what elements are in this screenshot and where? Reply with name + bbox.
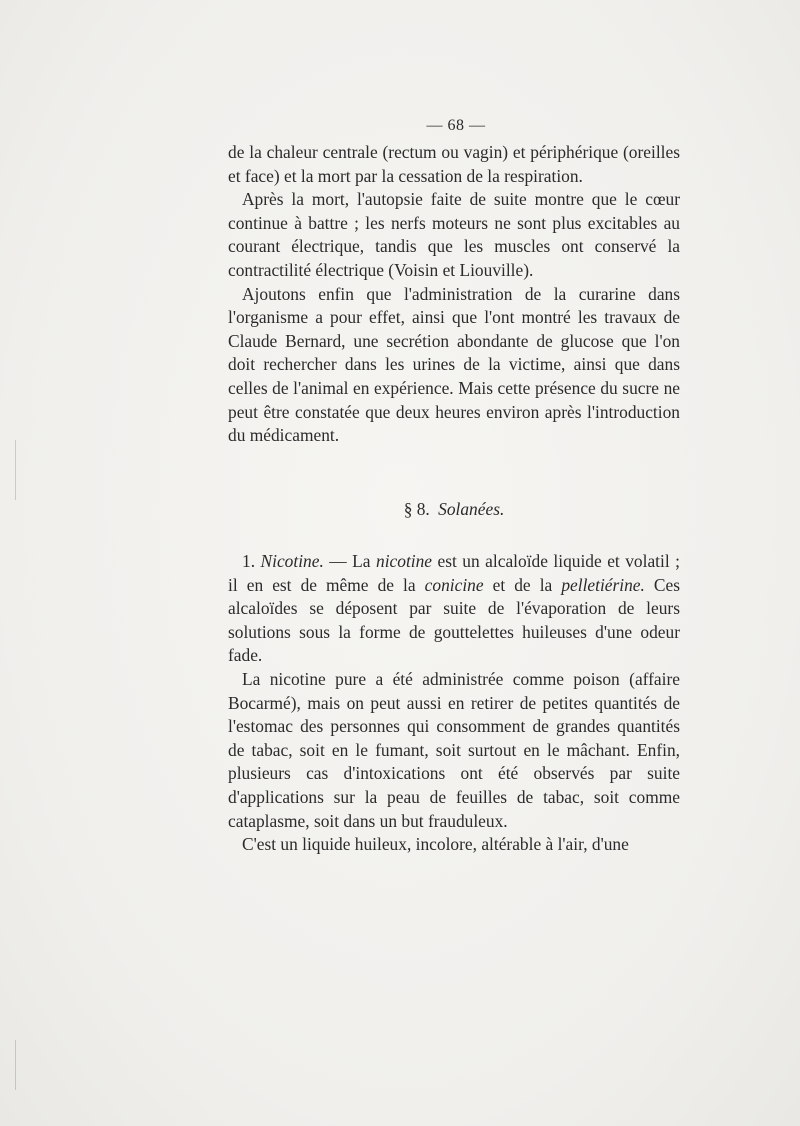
section-number: § 8. <box>403 499 430 519</box>
text-run: Ces alcaloïdes se déposent par suite de l'évaporation de leurs solutions sous la forme de gouttelettes huileuses d'une odeur fade. <box>228 574 681 666</box>
text-run: et de la <box>483 574 562 595</box>
margin-mark <box>15 440 16 500</box>
paragraph: de la chaleur centrale (rectum ou vagin) et périphérique (oreilles et face) et la mort par la cessation de la respiration. <box>228 142 680 186</box>
page-number: — 68 — <box>426 117 486 134</box>
paragraph: C'est un liquide huileux, incolore, altérable à l'air, d'une <box>242 834 629 855</box>
margin-mark <box>15 1040 16 1090</box>
paragraph: Après la mort, l'autopsie faite de suite montre que le cœur continue à battre ; les nerfs moteurs ne sont plus excitables au courant électrique, tandis que les muscles ont conservé la contractilité électrique (Voisin et Liouville). <box>228 189 680 280</box>
paragraph: Ajoutons enfin que l'administration de la curarine dans l'organisme a pour effet, ainsi que l'ont montré les travaux de Claude Bernard, une secrétion abondante de glucose que l'on doit rechercher dans les urines de la victime, ainsi que dans celles de l'animal en expérience. Mais cette présence du sucre ne peut être constatée que deux heures environ après l'introduction du médicament. <box>228 283 680 446</box>
paragraph: La nicotine pure a été administrée comme poison (affaire Bocarmé), mais on peut aussi en retirer de petites quantités de l'estomac des personnes qui consomment de grandes quantités de tabac, soit en le fumant, soit surtout en le mâchant. Enfin, plusieurs cas d'intoxications ont été observés par suite d'applications sur la peau de feuilles de tabac, soit comme cataplasme, soit dans un but frauduleux. <box>228 668 680 831</box>
item-name: Nicotine. <box>260 551 324 571</box>
term: pelletiérine. <box>561 574 645 595</box>
text-run: est un alcaloïde liquide et volatil ; il en est de même de la <box>228 551 680 595</box>
text-run: — La <box>323 551 376 571</box>
item-number: 1. <box>242 551 256 571</box>
section-heading <box>228 499 680 520</box>
term: conicine <box>424 574 484 595</box>
text-block-top <box>228 141 680 448</box>
text-block-bottom <box>228 550 680 857</box>
section-title: Solanées. <box>438 499 505 519</box>
paragraph-nicotine <box>228 550 680 668</box>
term: nicotine <box>376 551 433 571</box>
